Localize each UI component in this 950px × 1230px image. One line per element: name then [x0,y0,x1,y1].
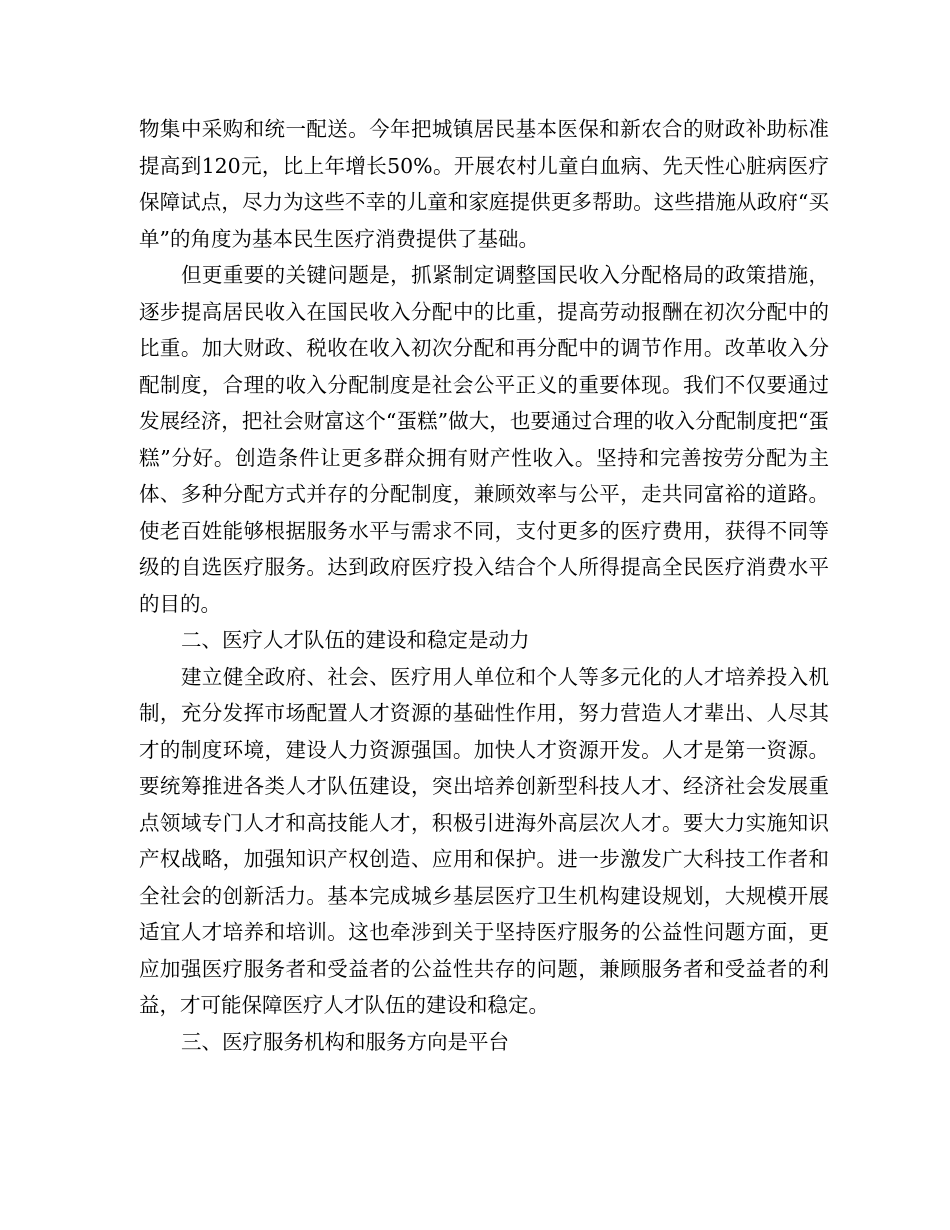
paragraph-income-distribution: 但更重要的关键问题是，抓紧制定调整国民收入分配格局的政策措施，逐步提高居民收入在国民收入分配中的比重，提高劳动报酬在初次分配中的比重。加大财政、税收在收入初次分配和再分配中的调节作用。改革收入分配制度，合理的收入分配制度是社会公平正义的重要体现。我们不仅要通过发展经济，把社会财富这个“蛋糕”做大，也要通过合理的收入分配制度把“蛋糕”分好。创造条件让更多群众拥有财产性收入。坚持和完善按劳分配为主体、多种分配方式并存的分配制度，兼顾效率与公平，走共同富裕的道路。使老百姓能够根据服务水平与需求不同，支付更多的医疗费用，获得不同等级的自选医疗服务。达到政府医疗投入结合个人所得提高全民医疗消费水平的目的。 [139,263,829,616]
section-heading-talent: 二、医疗人才队伍的建设和稳定是动力 [181,628,530,652]
paragraph-medical-subsidy: 物集中采购和统一配送。今年把城镇居民基本医保和新农合的财政补助标准提高到120元，比上年增长50%。开展农村儿童白血病、先天性心脏病医疗保障试点，尽力为这些不幸的儿童和家庭提供更多帮助。这些措施从政府“买单”的角度为基本民生医疗消费提供了基础。 [139,117,829,251]
paragraph-talent-team: 建立健全政府、社会、医疗用人单位和个人等多元化的人才培养投入机制，充分发挥市场配置人才资源的基础性作用，努力营造人才辈出、人尽其才的制度环境，建设人力资源强国。加快人才资源开发。人才是第一资源。要统筹推进各类人才队伍建设，突出培养创新型科技人才、经济社会发展重点领域专门人才和高技能人才，积极引进海外高层次人才。要大力实施知识产权战略，加强知识产权创造、应用和保护。进一步激发广大科技工作者和全社会的创新活力。基本完成城乡基层医疗卫生机构建设规划，大规模开展适宜人才培养和培训。这也牵涉到关于坚持医疗服务的公益性问题方面，更应加强医疗服务者和受益者的公益性共存的问题，兼顾服务者和受益者的利益，才可能保障医疗人才队伍的建设和稳定。 [139,664,829,1017]
document-page [139,111,829,1060]
section-heading-service-platform: 三、医疗服务机构和服务方向是平台 [181,1029,510,1054]
